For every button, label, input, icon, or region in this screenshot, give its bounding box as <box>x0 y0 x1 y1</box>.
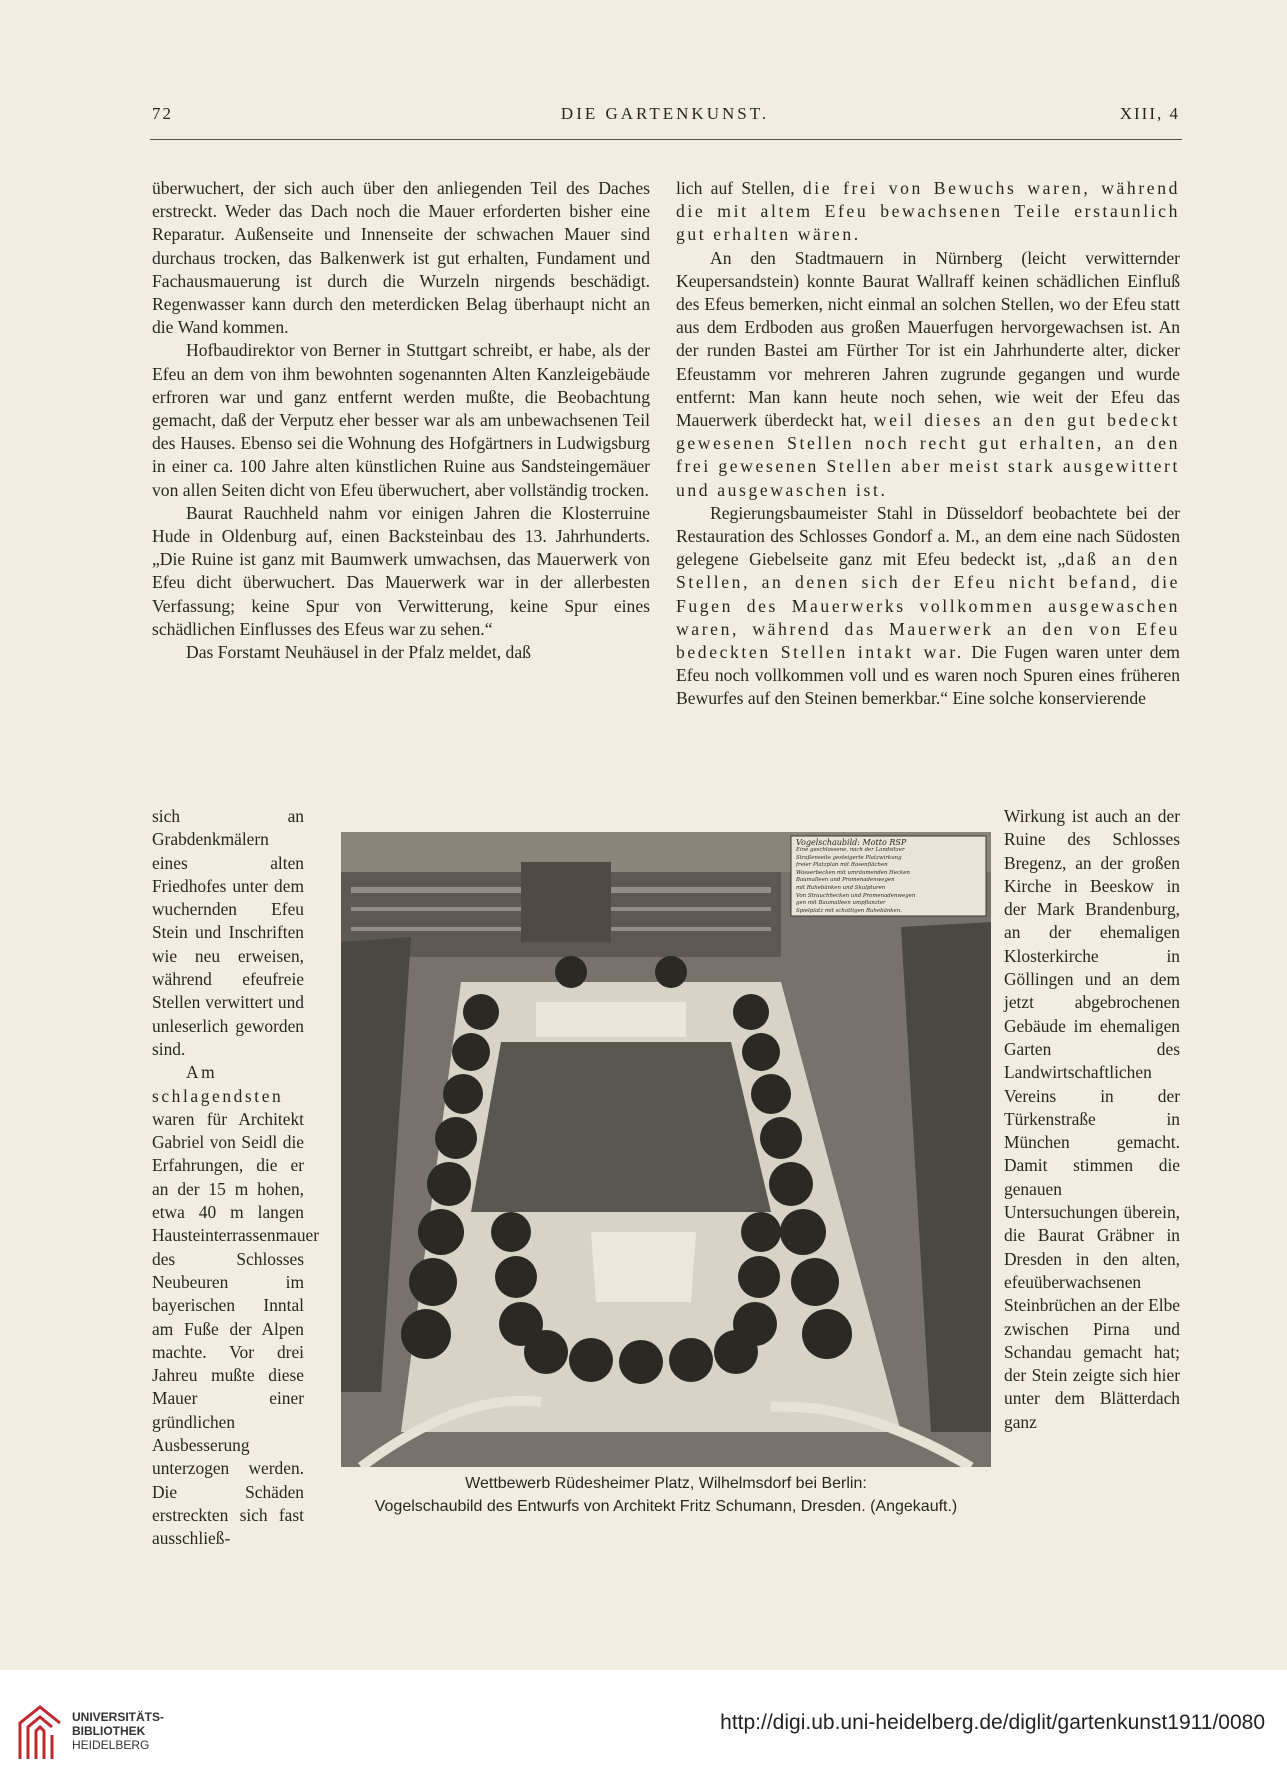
left-narrow-column <box>152 805 320 1551</box>
plaque-text: Vogelschaubild: Motto RSP Eine geschlossene, nach der Landsitzer Straßenseite gesteigerte Platzwirkung freier Platzplan mit Rasenflächen Wasserbecken mit umräumenden Hecken Baumalleen und Promenadenwegen mit Ruhebänken und Skulpturen Von Strauchhecken und Promenadenwegen gen mit Baumalleen umpflanzter Spielplatz mit schattigen Ruhebänken. <box>796 838 916 914</box>
paragraph: An den Stadtmauern in Nürnberg (leicht verwitternder Keupersandstein) konnte Baurat Wallraff keinen schädlichen Einfluß des Efeus bemerken, nicht einmal an solchen Stellen, wo der Efeu statt aus dem Erdboden aus großen Mauerfugen hervorgewachsen ist. An der runden Bastei am Fürther Tor ist ein Jahrhunderte alter, dicker Efeustamm vor mehreren Jahren zugrunde gegangen und wurde entfernt: Man kann heute noch sehen, wie weit der Efeu das Mauerwerk überdeckt hat, weil dieses an den gut bedeckt gewesenen Stellen noch recht gut erhalten, an den frei gewesenen Stellen aber meist stark ausgewittert und ausgewaschen ist. <box>676 247 1181 500</box>
source-url-link[interactable]: http://digi.ub.uni-heidelberg.de/diglit/gartenkunst1911/0080 <box>720 1711 1265 1734</box>
spaced-emphasis: daß an den Stellen, an denen sich der Efeu nicht befand, die Fugen des Mauerwerks vollkommen ausgewaschen waren, während das Mauerwerk an den von Efeu bedeckten Stellen intakt war. <box>676 549 1180 663</box>
right-narrow-column <box>1004 805 1180 1434</box>
paragraph: Das Forstamt Neuhäusel in der Pfalz meldet, daß <box>186 642 531 663</box>
journal-title: DIE GARTENKUNST. <box>560 104 770 123</box>
paragraph: sich an Grabdenkmälern eines alten Friedhofes unter dem wuchernden Efeu Stein und Inschriften wie neu erweisen, während efeufreie Stellen verwittert und unleserlich geworden sind. <box>152 806 304 1059</box>
spaced-emphasis: die frei von Bewuchs waren, während die mit altem Efeu bewachsenen Teile erstaunlich gut erhalten wären. <box>676 178 1180 245</box>
birds-eye-illustration <box>341 832 991 1467</box>
library-name: UNIVERSITÄTS- BIBLIOTHEK HEIDELBERG <box>72 1710 165 1752</box>
right-column <box>676 177 1180 711</box>
paragraph: Am schlagendsten waren für Architekt Gabriel von Seidl die Erfahrungen, die er an der 15 m hohen, etwa 40 m langen Hausteinterrassenmauer des Schlosses Neubeuren im bayerischen Inntal am Fuße der Alpen machte. Vor drei Jahreu mußte diese Mauer einer gründlichen Ausbesserung unterzogen werden. Die Schäden erstreckten sich fast ausschließ- <box>152 1062 320 1549</box>
paragraph: Baurat Rauchheld nahm vor einigen Jahren die Klosterruine Hude in Oldenburg auf, einen Backsteinbau des 13. Jahrhunderts. „Die Ruine ist ganz mit Baumwerk umwachsen, das Mauerwerk von Efeu dicht überwuchert. Das Mauerwerk war in der allerbesten Verfassung; keine Spur von Verwitterung, keine Spur eines schädlichen Einflusses des Efeus war zu sehen.“ <box>152 502 650 639</box>
paragraph: lich auf Stellen, die frei von Bewuchs waren, während die mit altem Efeu bewachsenen Teile erstaunlich gut erhalten wären. <box>676 178 1180 245</box>
basin <box>536 1002 686 1037</box>
paragraph: Wirkung ist auch an der Ruine des Schlosses Bregenz, an der großen Kirche in Beeskow in der Mark Brandenburg, an der ehemaligen Klosterkirche in Göllingen und an dem jetzt abgebrochenen Gebäude im ehemaligen Garten des Landwirtschaftlichen Vereins in der Türkenstraße in München gemacht. Damit stimmen die genauen Untersuchungen überein, die Baurat Gräbner in Dresden in den alten, efeuüberwachsenen Steinbrüchen an der Elbe zwischen Pirna und Schandau gemacht hat; der Stein zeigte sich hier unter dem Blätterdach ganz <box>1004 806 1180 1432</box>
header-rule <box>150 139 1182 140</box>
playground <box>591 1232 696 1302</box>
square-plan-drawing <box>341 832 991 1467</box>
left-column <box>152 177 650 664</box>
lawn <box>471 1042 771 1212</box>
spaced-emphasis: weil dieses an den gut bedeckt gewesenen Stellen noch recht gut erhalten, an den frei gewesenen Stellen aber meist stark ausgewittert und ausgewaschen ist. <box>676 410 1181 500</box>
figure-caption: Wettbewerb Rüdesheimer Platz, Wilhelmsdorf bei Berlin: Vogelschaubild des Entwurfs von Architekt Fritz Schumann, Dresden. (Angekauft.) <box>374 1475 958 1515</box>
spaced-emphasis: Am schlagendsten <box>152 1062 284 1106</box>
university-library-logo-icon <box>14 1693 70 1763</box>
paragraph: Regierungsbaumeister Stahl in Düsseldorf beobachtete bei der Restauration des Schlosses Gondorf a. M., an dem eine nach Südosten gelegene Giebelseite ganz mit Efeu bedeckt ist, „daß an den Stellen, an denen sich der Efeu nicht befand, die Fugen des Mauerwerks vollkommen ausgewaschen waren, während das Mauerwerk an den von Efeu bedeckten Stellen intakt war. Die Fugen waren unter dem Efeu noch vollkommen voll und es waren noch Spuren eines früheren Bewurfes auf den Steinen bemerkbar.“ Eine solche konservierende <box>676 502 1180 709</box>
paragraph: Hofbaudirektor von Berner in Stuttgart schreibt, er habe, als der Efeu an dem von ihm bewohnten sogenannten Alten Kanzleigebäude erfroren war und ganz entfernt werden mußte, die Beobachtung gemacht, daß der Verputz eher besser war als am unbewachsenen Teil des Hauses. Ebenso sei die Wohnung des Hofgärtners in Ludwigsburg in einer ca. 100 Jahre alten künstlichen Ruine aus Sandsteingemäuer von allen Seiten dicht von Efeu überwuchert, aber vollständig trocken. <box>152 340 650 500</box>
running-header <box>150 104 1180 134</box>
volume-number: XIII, 4 <box>1119 104 1180 123</box>
page-number: 72 <box>152 104 173 123</box>
paragraph: überwuchert, der sich auch über den anliegenden Teil des Daches erstreckt. Weder das Dach noch die Mauer erforderten bisher eine Reparatur. Außenseite und Innenseite der schwachen Mauer sind durchaus trocken, das Balkenwerk ist gut erhalten, Fundament und Fachausmauerung ist durch die Wurzeln nirgends beschädigt. Regenwasser kann durch den meterdicken Belag überhaupt nicht an die Wand kommen. <box>152 178 650 338</box>
